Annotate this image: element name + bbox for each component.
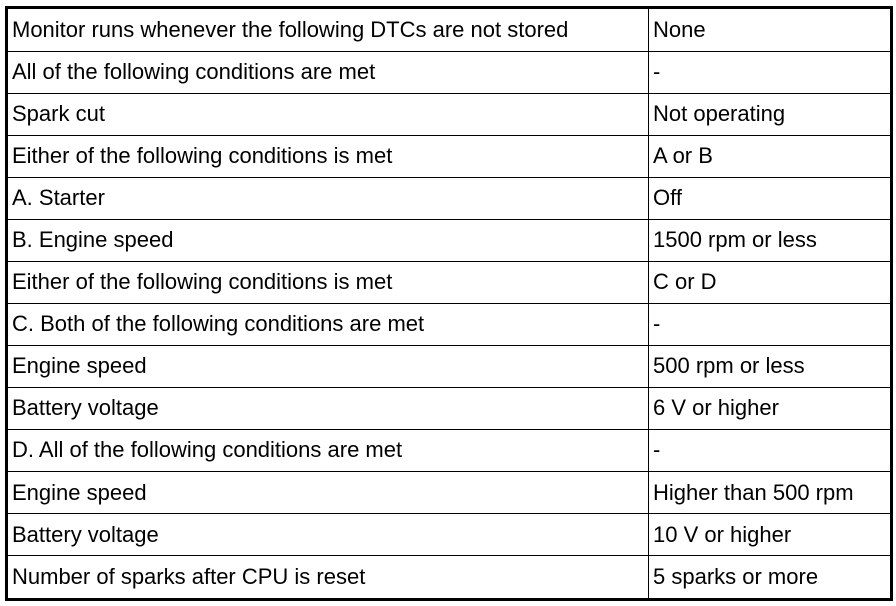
value-cell: Higher than 500 rpm	[649, 472, 892, 514]
table-row	[7, 51, 892, 93]
condition-cell: A. Starter	[7, 177, 649, 219]
value-cell: -	[649, 51, 892, 93]
table-body	[7, 8, 892, 600]
condition-cell: Battery voltage	[7, 387, 649, 429]
value-cell: A or B	[649, 135, 892, 177]
table-row	[7, 219, 892, 261]
value-cell: 5 sparks or more	[649, 556, 892, 600]
table-row	[7, 177, 892, 219]
value-cell: 1500 rpm or less	[649, 219, 892, 261]
value-cell: None	[649, 8, 892, 52]
value-cell: 500 rpm or less	[649, 345, 892, 387]
condition-cell: Either of the following conditions is met	[7, 135, 649, 177]
value-cell: 6 V or higher	[649, 387, 892, 429]
condition-cell: Engine speed	[7, 472, 649, 514]
condition-cell: Monitor runs whenever the following DTCs are not stored	[7, 8, 649, 52]
table-row	[7, 514, 892, 556]
value-cell: Off	[649, 177, 892, 219]
table-row	[7, 472, 892, 514]
table-row	[7, 8, 892, 52]
table-row	[7, 429, 892, 471]
value-cell: -	[649, 303, 892, 345]
condition-cell: All of the following conditions are met	[7, 51, 649, 93]
condition-cell: B. Engine speed	[7, 219, 649, 261]
condition-cell: Spark cut	[7, 93, 649, 135]
value-cell: C or D	[649, 261, 892, 303]
condition-cell: Engine speed	[7, 345, 649, 387]
table-row	[7, 345, 892, 387]
value-cell: 10 V or higher	[649, 514, 892, 556]
condition-cell: C. Both of the following conditions are met	[7, 303, 649, 345]
value-cell: Not operating	[649, 93, 892, 135]
condition-cell: Either of the following conditions is met	[7, 261, 649, 303]
table-row	[7, 387, 892, 429]
table-row	[7, 261, 892, 303]
table-row	[7, 93, 892, 135]
condition-cell: Battery voltage	[7, 514, 649, 556]
value-cell: -	[649, 429, 892, 471]
table-row	[7, 135, 892, 177]
conditions-table	[5, 6, 893, 601]
table-row	[7, 556, 892, 600]
table-row	[7, 303, 892, 345]
condition-cell: D. All of the following conditions are met	[7, 429, 649, 471]
condition-cell: Number of sparks after CPU is reset	[7, 556, 649, 600]
